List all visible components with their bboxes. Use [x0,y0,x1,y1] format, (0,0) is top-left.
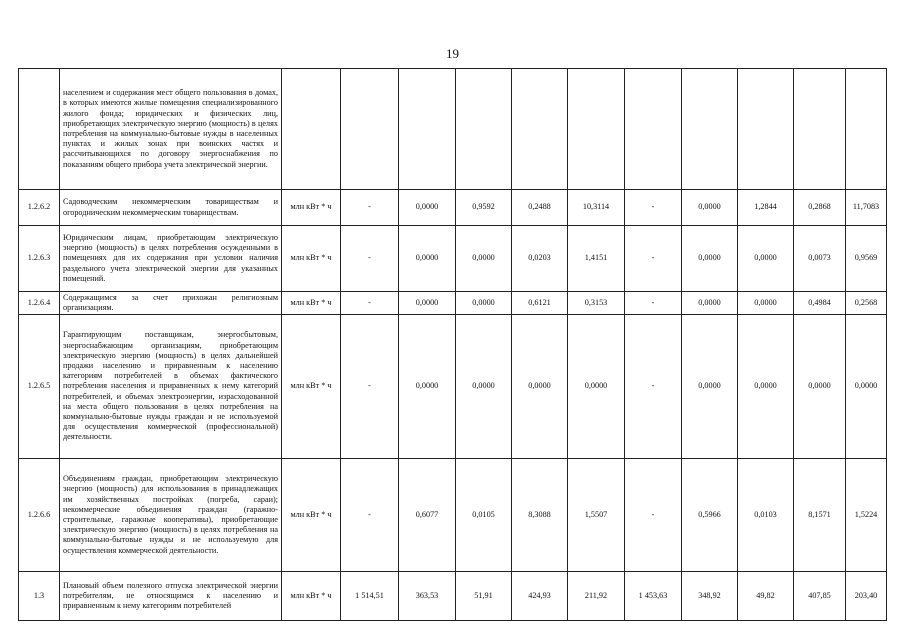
row-value: 0,0000 [399,190,456,226]
row-value: - [341,226,399,292]
row-value: 1 514,51 [341,572,399,621]
row-value: - [625,226,682,292]
table-row [19,572,887,621]
page-number: 19 [446,46,459,61]
row-value: - [341,315,399,459]
row-value: 203,40 [846,572,887,621]
row-value [682,69,738,190]
row-value: 1,4151 [568,226,625,292]
row-unit: млн кВт * ч [282,315,341,459]
row-value: - [625,190,682,226]
row-value: 407,85 [794,572,846,621]
row-description: населением и содержания мест общего пользования в домах, в которых имеются жилые помещения специализированного жилого фонда; юридических и физических лиц, приобретающих электрическую энергию (мощность) в целях потребления на коммунально-бытовые нужды в населенных пунктах и жилых зонах при воинских частях и рассчитывающихся по договору энергоснабжения по показаниям общего прибора учета электрической энергии. [60,69,282,190]
row-value: 424,93 [512,572,568,621]
row-value: - [625,292,682,315]
row-value: 348,92 [682,572,738,621]
row-value: 0,0000 [456,226,512,292]
row-unit: млн кВт * ч [282,292,341,315]
row-value [399,69,456,190]
row-value [846,69,887,190]
row-value: 0,4984 [794,292,846,315]
row-value: - [341,459,399,572]
table-row [19,315,887,459]
row-unit: млн кВт * ч [282,226,341,292]
row-value: 0,0105 [456,459,512,572]
row-value: 1 453,63 [625,572,682,621]
row-value: 0,0000 [456,315,512,459]
row-value [512,69,568,190]
row-value: 0,6121 [512,292,568,315]
row-value: 0,2488 [512,190,568,226]
row-value [738,69,794,190]
row-value: 0,0000 [682,190,738,226]
row-value: 0,0000 [682,315,738,459]
row-value: 0,0000 [399,315,456,459]
row-value: 0,0103 [738,459,794,572]
row-description: Объединениям граждан, приобретающим электрическую энергию (мощность) для использования в принадлежащих им хозяйственных постройках (погреба, сараи); некоммерческие объединения граждан (гаражно-строительные, гаражные кооперативы), приобретающие электрическую энергию (мощность) в целях потребления на коммунально-бытовые нужды и не используемую для осуществления коммерческой деятельности. [60,459,282,572]
row-value: 0,3153 [568,292,625,315]
row-code: 1.2.6.5 [19,315,60,459]
row-value: 11,7083 [846,190,887,226]
row-value: 0,2868 [794,190,846,226]
row-value: - [341,190,399,226]
row-value: 0,0000 [682,226,738,292]
row-value: 1,2844 [738,190,794,226]
row-unit: млн кВт * ч [282,459,341,572]
table-row [19,292,887,315]
row-value: 0,5966 [682,459,738,572]
row-value: 0,9592 [456,190,512,226]
row-value: 0,0000 [794,315,846,459]
row-value: 0,0000 [399,292,456,315]
row-code: 1.2.6.6 [19,459,60,572]
row-unit: млн кВт * ч [282,572,341,621]
row-value: 1,5224 [846,459,887,572]
row-unit: млн кВт * ч [282,190,341,226]
row-description: Садоводческим некоммерческим товариществам и огородническим некоммерческим товариществам. [60,190,282,226]
row-value: 49,82 [738,572,794,621]
row-description: Юридическим лицам, приобретающим электрическую энергию (мощность) в целях потребления осужденными в помещениях для их содержания при условии наличия раздельного учета электрической энергии для указанных помещений. [60,226,282,292]
row-value: 0,0000 [682,292,738,315]
row-value: 0,2568 [846,292,887,315]
row-description: Содержащимся за счет прихожан религиозным организациям. [60,292,282,315]
row-value: 0,0000 [738,292,794,315]
row-value [794,69,846,190]
row-value: - [625,315,682,459]
row-code [19,69,60,190]
row-value: 0,0000 [738,315,794,459]
row-code: 1.2.6.4 [19,292,60,315]
row-value: 0,0000 [846,315,887,459]
row-value [341,69,399,190]
row-value: 1,5507 [568,459,625,572]
row-value: 0,0000 [456,292,512,315]
row-value: - [341,292,399,315]
table-row [19,226,887,292]
row-description: Гарантирующим поставщикам, энергосбытовым, энергоснабжающим организациям, приобретающим электрическую энергию (мощность) в целях дальнейшей продажи населению и приравненным к населению категориям потребителей в объемах фактического потребления населения и приравненных к нему категорий потребителей, и объемах электроэнергии, израсходованной на места общего пользования в целях потребления на коммунально-бытовые нужды граждан и не используемой для осуществления коммерческой (профессиональной) деятельности. [60,315,282,459]
table-row [19,190,887,226]
row-value: - [625,459,682,572]
row-value: 0,0073 [794,226,846,292]
row-value [625,69,682,190]
row-value: 0,9569 [846,226,887,292]
row-value: 0,0000 [738,226,794,292]
row-value: 0,0000 [568,315,625,459]
row-value [456,69,512,190]
row-value: 8,1571 [794,459,846,572]
row-value: 0,6077 [399,459,456,572]
table-row [19,69,887,190]
row-value: 0,0000 [399,226,456,292]
row-value: 8,3088 [512,459,568,572]
row-value: 51,91 [456,572,512,621]
row-value: 10,3114 [568,190,625,226]
table-row [19,459,887,572]
row-value: 363,53 [399,572,456,621]
row-value: 211,92 [568,572,625,621]
row-value: 0,0203 [512,226,568,292]
row-value: 0,0000 [512,315,568,459]
data-table [18,68,887,621]
row-code: 1.3 [19,572,60,621]
row-description: Плановый объем полезного отпуска электрической энергии потребителям, не относящимся к населению и приравненным к нему категориям потребителей [60,572,282,621]
row-code: 1.2.6.3 [19,226,60,292]
row-value [568,69,625,190]
row-code: 1.2.6.2 [19,190,60,226]
row-unit [282,69,341,190]
